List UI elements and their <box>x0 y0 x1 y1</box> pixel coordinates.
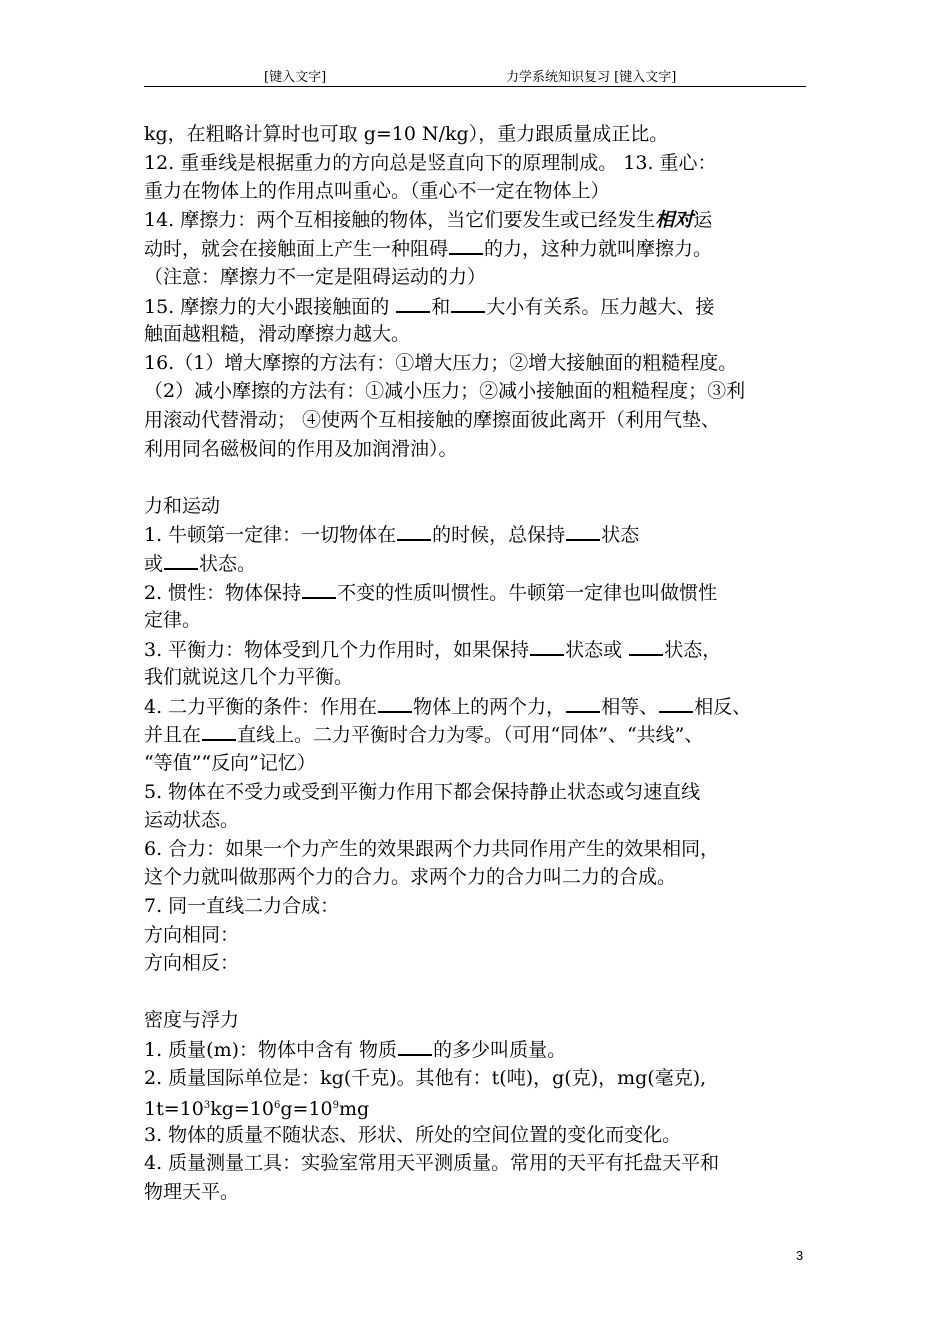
text-span: 14. 摩擦力：两个互相接触的物体，当它们要发生或已经发生 <box>144 208 656 231</box>
text-line <box>144 635 816 664</box>
text-span: 运 <box>693 208 713 231</box>
section-heading: 力和运动 <box>144 494 221 517</box>
text-line: 运动状态。 <box>144 809 240 832</box>
page-number: 3 <box>796 1248 804 1263</box>
text-span: 和 <box>431 295 451 318</box>
text-span: 1. 质量(m)：物体中含有 物质 <box>144 1039 398 1061</box>
superscript: 3 <box>203 1100 211 1112</box>
text-span: 大小有关系。压力越大、接 <box>486 295 715 318</box>
fill-blank <box>659 692 693 713</box>
fill-blank <box>396 292 430 313</box>
text-line: 16.（1）增大摩擦的方法有：①增大压力；②增大接触面的粗糙程度。 <box>144 351 738 374</box>
text-line <box>144 1035 816 1064</box>
text-span: 的时候，总保持 <box>432 524 566 547</box>
fill-blank <box>397 520 431 541</box>
text-span: 相反、 <box>694 695 752 718</box>
fill-blank <box>566 692 600 713</box>
text-span: 15. 摩擦力的大小跟接触面的 <box>144 295 396 318</box>
text-line: 方向相同： <box>144 923 240 946</box>
emphasis-text: 相对 <box>655 208 694 231</box>
text-line <box>144 578 816 607</box>
text-span: 4. 二力平衡的条件：作用在 <box>144 695 378 718</box>
text-line: 7. 同一直线二力合成： <box>144 895 340 918</box>
superscript: 6 <box>273 1100 281 1112</box>
text-line: 用滚动代替滑动； ④使两个互相接触的摩擦面彼此离开（利用气垫、 <box>144 408 721 431</box>
text-line <box>144 720 816 749</box>
text-line <box>144 1092 816 1121</box>
text-span: 物体上的两个力， <box>413 695 566 718</box>
fill-blank <box>451 292 485 313</box>
text-line: kg，在粗略计算时也可取 g=10 N/kg），重力跟质量成正比。 <box>144 123 669 145</box>
text-line: 我们就说这几个力平衡。 <box>144 666 354 689</box>
text-line: 6. 合力：如果一个力产生的效果跟两个力共同作用产生的效果相同， <box>144 837 720 860</box>
text-span: 的力，这种力就叫摩擦力。 <box>484 238 713 261</box>
section-heading: 密度与浮力 <box>144 1009 240 1032</box>
fill-blank <box>202 720 236 741</box>
text-line: 5. 物体在不受力或受到平衡力作用下都会保持静止状态或匀速直线 <box>144 780 701 803</box>
text-line <box>144 234 816 263</box>
header-left-text: [键入文字] <box>264 70 327 85</box>
text-line <box>144 692 816 721</box>
text-span: g=10 <box>280 1098 333 1121</box>
fill-blank <box>164 549 198 570</box>
text-line: 方向相反： <box>144 952 240 975</box>
text-span: 动时，就会在接触面上产生一种阻碍 <box>144 238 449 261</box>
header-right-text: 力学系统知识复习 [键入文字] <box>506 70 677 85</box>
text-line: 12. 重垂线是根据重力的方向总是竖直向下的原理制成。 13. 重心： <box>144 151 717 174</box>
text-span: 2. 惯性：物体保持 <box>144 581 302 604</box>
superscript: 9 <box>332 1100 339 1112</box>
text-line: 2. 质量国际单位是：kg(千克)。其他有：t(吨)，g(克)，mg(毫克), <box>144 1066 707 1089</box>
text-line: 这个力就叫做那两个力的合力。求两个力的合力叫二力的合成。 <box>144 866 677 889</box>
text-span: mg <box>339 1098 370 1121</box>
text-line: 利用同名磁极间的作用及加润滑油）。 <box>144 437 458 460</box>
text-line: “等值”“反向”记忆） <box>144 752 316 775</box>
text-line: （注意：摩擦力不一定是阻碍运动的力） <box>144 265 487 288</box>
text-line: 触面越粗糙，滑动摩擦力越大。 <box>144 323 411 346</box>
text-span: 并且在 <box>144 724 202 747</box>
text-line: 物理天平。 <box>144 1180 240 1203</box>
text-line <box>144 549 816 578</box>
fill-blank <box>629 635 663 656</box>
fill-blank <box>378 692 412 713</box>
text-line: 4. 质量测量工具：实验室常用天平测质量。常用的天平有托盘天平和 <box>144 1152 720 1175</box>
text-span: 3. 平衡力：物体受到几个力作用时，如果保持 <box>144 638 530 661</box>
text-span: 1. 牛顿第一定律：一切物体在 <box>144 524 397 547</box>
fill-blank <box>566 520 600 541</box>
text-span: 直线上。二力平衡时合力为零。（可用“同体”、“共线”、 <box>237 724 704 747</box>
text-span: 或 <box>144 552 164 575</box>
text-span: 状态。 <box>199 552 257 575</box>
blank-line <box>144 463 816 492</box>
text-line <box>144 520 816 549</box>
text-span: 不变的性质叫惯性。牛顿第一定律也叫做惯性 <box>337 581 718 604</box>
text-span: 状态， <box>664 638 722 661</box>
blank-line <box>144 978 816 1007</box>
fill-blank <box>530 635 564 656</box>
fill-blank <box>398 1035 432 1056</box>
fill-blank <box>449 234 483 255</box>
page-header <box>144 66 806 87</box>
text-span: 相等、 <box>601 695 659 718</box>
text-line: 3. 物体的质量不随状态、形状、所处的空间位置的变化而变化。 <box>144 1123 682 1146</box>
text-span: 状态或 <box>565 638 629 661</box>
document-body <box>144 120 816 1207</box>
text-span: 的多少叫质量。 <box>433 1039 567 1061</box>
text-line: 定律。 <box>144 609 202 632</box>
text-line: （2）减小摩擦的方法有：①减小压力；②减小接触面的粗糙程度；③利 <box>144 380 746 403</box>
fill-blank <box>302 578 336 599</box>
text-span: 状态 <box>601 524 640 547</box>
text-span: 1t=10 <box>144 1098 204 1121</box>
text-line <box>144 206 816 235</box>
text-line: 重力在物体上的作用点叫重心。（重心不一定在物体上） <box>144 180 610 203</box>
text-line <box>144 292 816 321</box>
text-span: kg=10 <box>210 1098 274 1121</box>
